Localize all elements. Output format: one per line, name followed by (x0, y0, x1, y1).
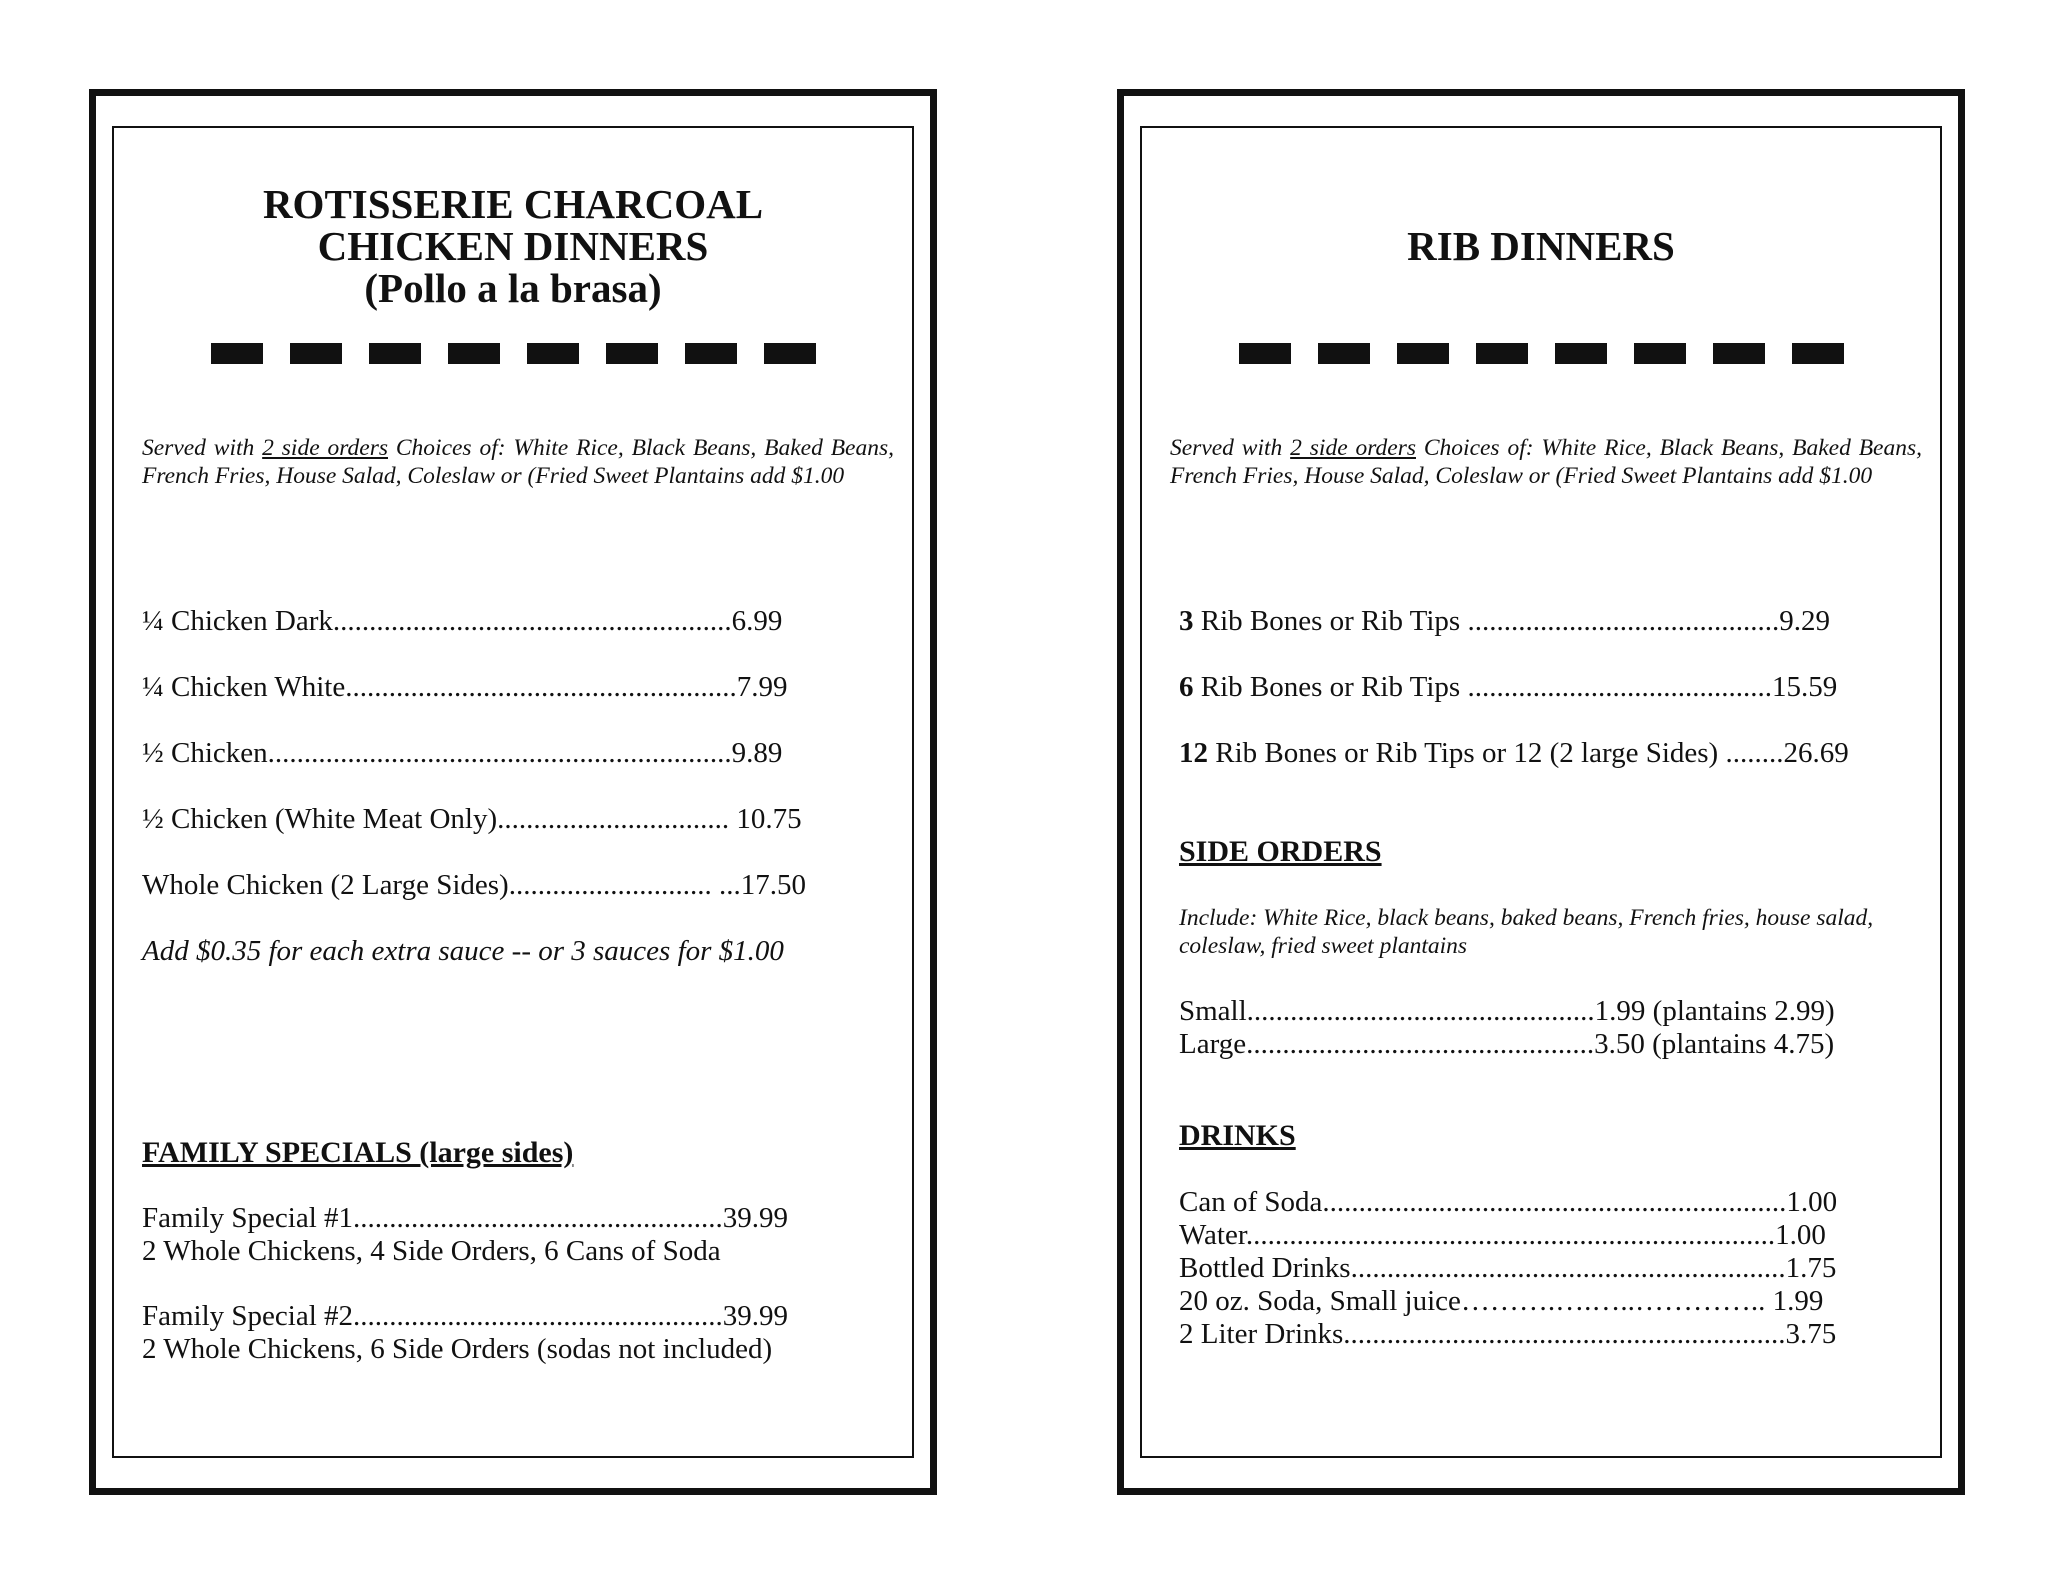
chicken-menu-inner-border (112, 126, 914, 1458)
side-orders-note: Include: White Rice, black beans, baked beans, French fries, house salad, coleslaw, fried sweet plantains (1179, 905, 1874, 959)
family-special-description: 2 Whole Chickens, 4 Side Orders, 6 Cans of Soda (142, 1235, 721, 1267)
family-special-description: 2 Whole Chickens, 6 Side Orders (sodas not included) (142, 1333, 773, 1365)
drink-item: 20 oz. Soda, Small juice……….….…..………….. 1.99 (1179, 1285, 1824, 1317)
sauce-note: Add $0.35 for each extra sauce -- or 3 sauces for $1.00 (142, 935, 784, 967)
rib-menu-panel (1117, 89, 1965, 1495)
chicken-menu-panel (89, 89, 937, 1495)
menu-item: ¼ Chicken White......................................................7.99 (142, 671, 788, 703)
drink-item: 2 Liter Drinks.............................................................3.75 (1179, 1318, 1837, 1350)
rib-menu-title: RIB DINNERS (1407, 223, 1675, 269)
menu-item: ½ Chicken (White Meat Only)................................ 10.75 (142, 803, 802, 835)
rib-item: 12 Rib Bones or Rib Tips or 12 (2 large Sides) ........26.69 (1179, 737, 1849, 769)
title-line: CHICKEN DINNERS (317, 223, 709, 269)
rib-item: 3 Rib Bones or Rib Tips ...........................................9.29 (1179, 605, 1830, 637)
decorative-dashes (114, 343, 912, 364)
side-orders-intro: Served with 2 side orders Choices of: White Rice, Black Beans, Baked Beans, French Fries, House Salad, Coleslaw or (Fried Sweet Plantains add $1.00 (1170, 435, 1922, 489)
side-order-item: Small................................................1.99 (plantains 2.99) (1179, 995, 1835, 1027)
title-line: (Pollo a la brasa) (364, 265, 662, 311)
title-line: ROTISSERIE CHARCOAL (262, 181, 764, 227)
side-order-item: Large................................................3.50 (plantains 4.75) (1179, 1028, 1835, 1060)
family-special-price-line: Family Special #1...................................................39.99 (142, 1202, 789, 1234)
menu-item: ½ Chicken................................................................9.89 (142, 737, 783, 769)
drinks-heading: DRINKS (1179, 1119, 1296, 1152)
family-specials-heading: FAMILY SPECIALS (large sides) (142, 1136, 574, 1169)
drinks-list (1179, 1186, 1837, 1351)
drink-item: Can of Soda................................................................1.00 (1179, 1186, 1838, 1218)
side-orders-heading: SIDE ORDERS (1179, 835, 1382, 868)
rib-menu-inner-border (1140, 126, 1942, 1458)
rib-item: 6 Rib Bones or Rib Tips ..........................................15.59 (1179, 671, 1838, 703)
menu-item: Whole Chicken (2 Large Sides)............................ ...17.50 (142, 869, 806, 901)
decorative-dashes (1142, 343, 1940, 364)
menu-item: ¼ Chicken Dark.......................................................6.99 (142, 605, 783, 637)
side-orders-list (1179, 995, 1835, 1061)
drink-item: Water.........................................................................1.00 (1179, 1219, 1826, 1251)
family-special (142, 1202, 788, 1268)
side-orders-intro: Served with 2 side orders Choices of: White Rice, Black Beans, Baked Beans, French Fries, House Salad, Coleslaw or (Fried Sweet Plantains add $1.00 (142, 435, 894, 489)
family-special-price-line: Family Special #2...................................................39.99 (142, 1300, 789, 1332)
chicken-menu-title (114, 183, 912, 309)
drink-item: Bottled Drinks............................................................1.75 (1179, 1252, 1837, 1284)
family-special (142, 1300, 788, 1366)
